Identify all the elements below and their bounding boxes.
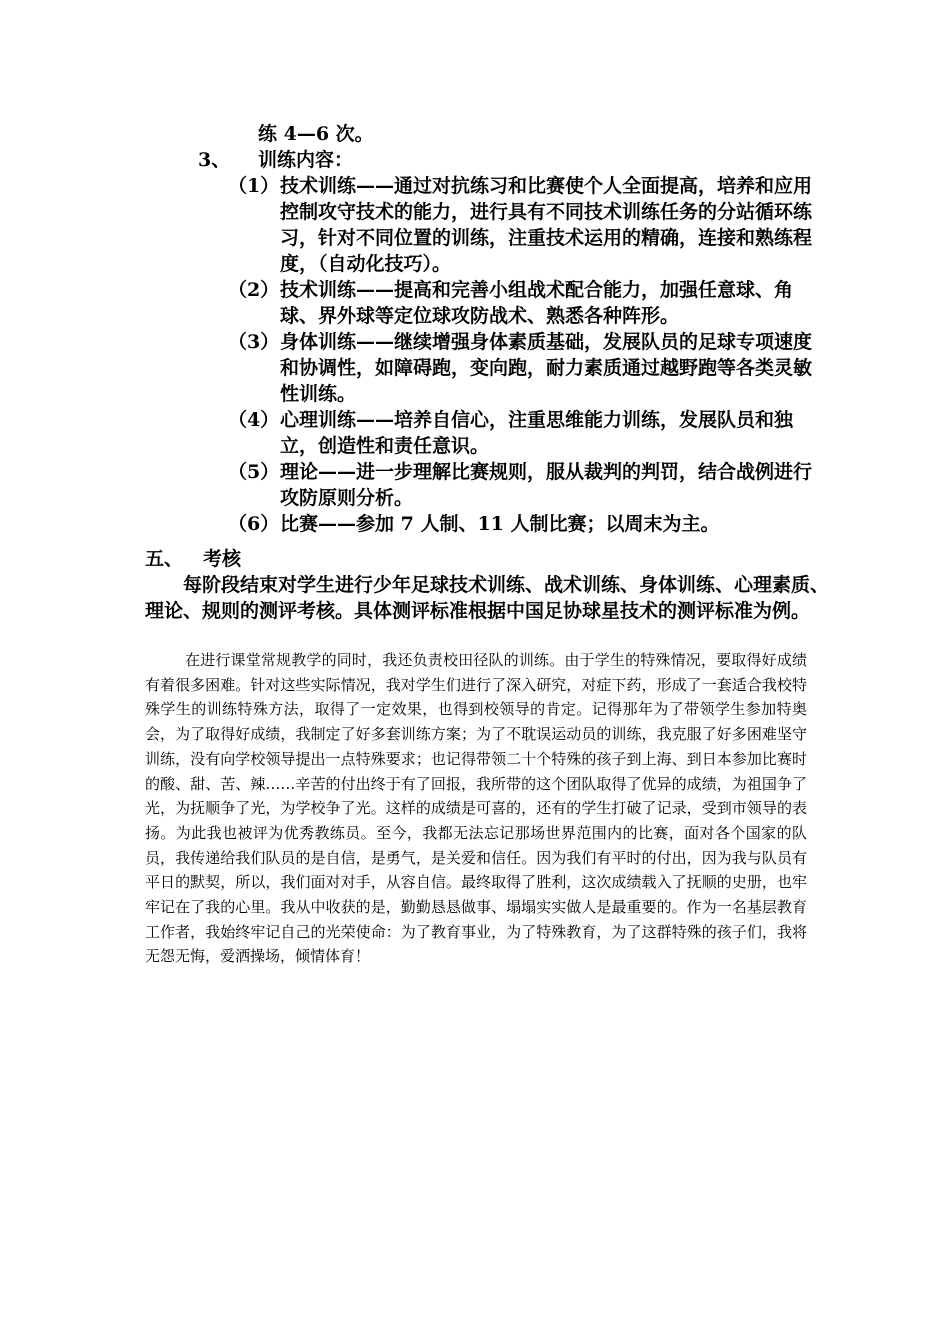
section-5-heading	[145, 546, 241, 572]
list-item-text: 比赛——参加 7 人制、11 人制比赛；以周末为主。	[280, 513, 720, 535]
list-item-marker: （3）	[228, 331, 280, 353]
list-item-text: 心理训练——培养自信心，注重思维能力训练，发展队员和独立，创造性和责任意识。	[280, 409, 794, 457]
list-item-text: 技术训练——提高和完善小组战术配合能力，加强任意球、角球、界外球等定位球攻防战术、熟悉各种阵形。	[280, 279, 794, 327]
list-item	[228, 407, 818, 459]
training-content-list	[228, 173, 818, 537]
list-item-marker: （1）	[228, 175, 280, 197]
list-item	[228, 511, 818, 537]
body-paragraph: 在进行课堂常规教学的同时，我还负责校田径队的训练。由于学生的特殊情况，要取得好成绩有着很多困难。针对这些实际情况，我对学生们进行了深入研究，对症下药，形成了一套适合我校特殊学生的训练特殊方法，取得了一定效果，也得到校领导的肯定。记得那年为了带领学生参加特奥会，为了取得好成绩，我制定了好多套训练方案；为了不耽误运动员的训练，我克服了好多困难坚守训练，没有向学校领导提出一点特殊要求；也记得带领二十个特殊的孩子到上海、到日本参加比赛时的酸、甜、苦、辣……辛苦的付出终于有了回报，我所带的这个团队取得了优异的成绩，为祖国争了光，为抚顺争了光，为学校争了光。这样的成绩是可喜的，还有的学生打破了记录，受到市领导的表扬。为此我也被评为优秀教练员。至今，我都无法忘记那场世界范围内的比赛，面对各个国家的队员，我传递给我们队员的是自信，是勇气，是关爱和信任。因为我们有平时的付出，因为我与队员有平日的默契，所以，我们面对对手，从容自信。最终取得了胜利，这次成绩载入了抚顺的史册，也牢牢记在了我的心里。我从中收获的是，勤勤恳恳做事、塌塌实实做人是最重要的。作为一名基层教育工作者，我始终牢记自己的光荣使命：为了教育事业，为了特殊教育，为了这群特殊的孩子们，我将无怨无悔，爱洒操场，倾情体育！	[145, 651, 807, 966]
list-item-marker: （2）	[228, 279, 280, 301]
list-item	[228, 277, 818, 329]
list-item-text: 理论——进一步理解比赛规则，服从裁判的判罚，结合战例进行攻防原则分析。	[280, 461, 813, 509]
list-item-text: 身体训练——继续增强身体素质基础，发展队员的足球专项速度和协调性，如障碍跑，变向跑，耐力素质通过越野跑等各类灵敏性训练。	[280, 331, 813, 405]
list-item-marker: （4）	[228, 409, 280, 431]
continuation-line: 练 4—6 次。	[258, 123, 374, 145]
list-item-marker: （5）	[228, 461, 280, 483]
assessment-paragraph: 每阶段结束对学生进行少年足球技术训练、战术训练、身体训练、心理素质、理论、规则的测评考核。具体测评标准根据中国足协球星技术的测评标准为例。	[145, 574, 830, 622]
section-3-number: 3、	[198, 149, 231, 171]
section-3-heading	[198, 147, 353, 173]
list-item-text: 技术训练——通过对抗练习和比赛使个人全面提高，培养和应用控制攻守技术的能力，进行具有不同技术训练任务的分站循环练习，针对不同位置的训练，注重技术运用的精确，连接和熟练程度，（自动化技巧）。	[280, 175, 813, 275]
section-5-number: 五、	[145, 548, 184, 570]
section-3-title: 训练内容：	[258, 149, 354, 171]
list-item	[228, 459, 818, 511]
section-5-title: 考核	[203, 548, 242, 570]
list-item	[228, 173, 818, 277]
list-item	[228, 329, 818, 407]
list-item-marker: （6）	[228, 513, 280, 535]
